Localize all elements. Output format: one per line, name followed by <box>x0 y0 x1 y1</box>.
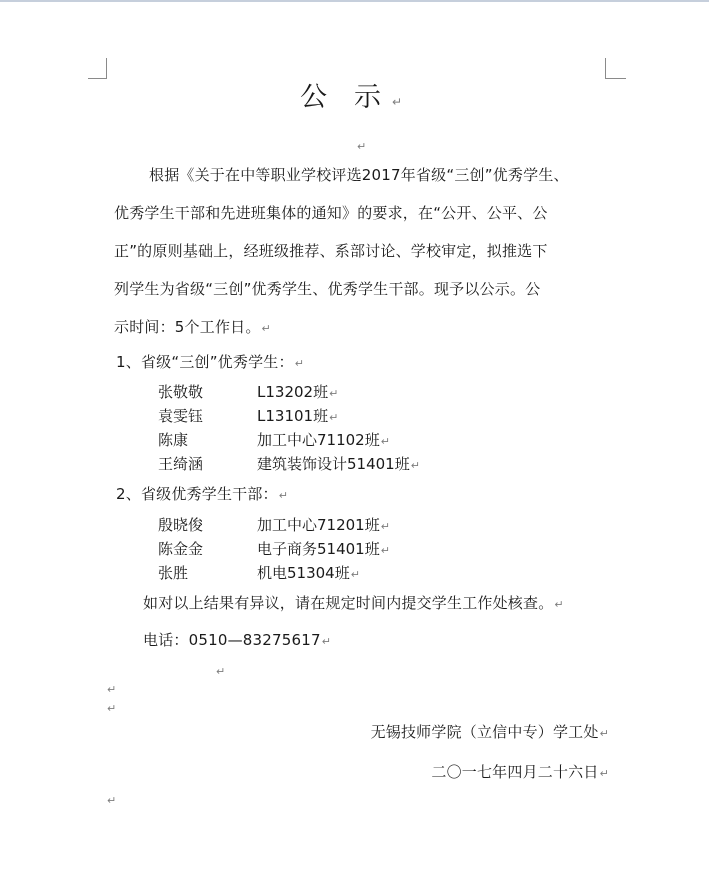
student-class: 建筑装饰设计51401班↵ <box>257 455 420 473</box>
student-name: 张胜 <box>158 564 189 582</box>
paragraph-mark-icon: ↵ <box>321 635 332 648</box>
body-line-2: 优秀学生干部和先进班集体的通知》的要求，在“公开、公平、公 <box>114 204 548 222</box>
body-line-3: 正”的原则基础上，经班级推荐、系部讨论、学校审定，拟推选下 <box>114 242 548 260</box>
section-heading-1: 1、省级“三创”优秀学生：↵ <box>116 353 305 371</box>
student-name: 殷晓俊 <box>158 516 204 534</box>
blank-line <box>215 660 225 682</box>
student-class: 加工中心71201班↵ <box>257 516 390 534</box>
student-name: 张敬敬 <box>158 383 204 401</box>
paragraph-mark-icon: ↵ <box>357 140 367 153</box>
student-name: 袁雯钰 <box>158 407 204 425</box>
page-corner-mark-left <box>88 58 107 79</box>
student-class: 机电51304班↵ <box>257 564 360 582</box>
paragraph-mark-icon: ↵ <box>216 665 226 678</box>
paragraph-mark-icon: ↵ <box>380 544 390 557</box>
paragraph-mark-icon: ↵ <box>261 322 271 335</box>
student-class: 电子商务51401班↵ <box>257 540 390 558</box>
blank-line <box>356 135 366 157</box>
student-name: 王绮涵 <box>158 455 204 473</box>
blank-line <box>106 697 116 719</box>
title-text: 公 示 <box>300 82 381 113</box>
paragraph-mark-icon: ↵ <box>350 568 360 581</box>
body-line-5: 示时间：5个工作日。↵ <box>114 318 271 336</box>
issuer-signature: 无锡技师学院（立信中专）学工处↵ <box>370 723 609 741</box>
paragraph-mark-icon: ↵ <box>380 435 390 448</box>
student-class: L13202班↵ <box>257 383 339 401</box>
paragraph-mark-icon: ↵ <box>599 767 609 780</box>
paragraph-mark-icon: ↵ <box>329 387 339 400</box>
body-line-1: 根据《关于在中等职业学校评选2017年省级“三创”优秀学生、 <box>149 166 569 184</box>
paragraph-mark-icon: ↵ <box>294 357 305 370</box>
issue-date: 二〇一七年四月二十六日↵ <box>431 763 609 781</box>
window-top-border <box>0 0 709 2</box>
paragraph-mark-icon: ↵ <box>599 727 609 740</box>
paragraph-mark-icon: ↵ <box>554 598 564 611</box>
objection-note: 如对以上结果有异议，请在规定时间内提交学生工作处核查。↵ <box>143 594 564 612</box>
document-title <box>300 80 402 120</box>
body-line-4: 列学生为省级“三创”优秀学生、优秀学生干部。现予以公示。公 <box>114 280 541 298</box>
paragraph-mark-icon: ↵ <box>392 95 403 109</box>
section-heading-2: 2、省级优秀学生干部：↵ <box>116 485 289 503</box>
paragraph-mark-icon: ↵ <box>107 794 117 807</box>
paragraph-mark-icon: ↵ <box>410 459 420 472</box>
phone-line: 电话：0510—83275617↵ <box>143 631 332 649</box>
student-class: 加工中心71102班↵ <box>257 431 390 449</box>
paragraph-mark-icon: ↵ <box>380 520 390 533</box>
blank-line <box>106 789 116 811</box>
paragraph-mark-icon: ↵ <box>329 411 339 424</box>
student-name: 陈金金 <box>158 540 204 558</box>
paragraph-mark-icon: ↵ <box>278 489 289 502</box>
paragraph-mark-icon: ↵ <box>107 702 117 715</box>
student-name: 陈康 <box>158 431 189 449</box>
page-corner-mark-right <box>605 58 626 79</box>
student-class: L13101班↵ <box>257 407 339 425</box>
paragraph-mark-icon: ↵ <box>107 683 117 696</box>
